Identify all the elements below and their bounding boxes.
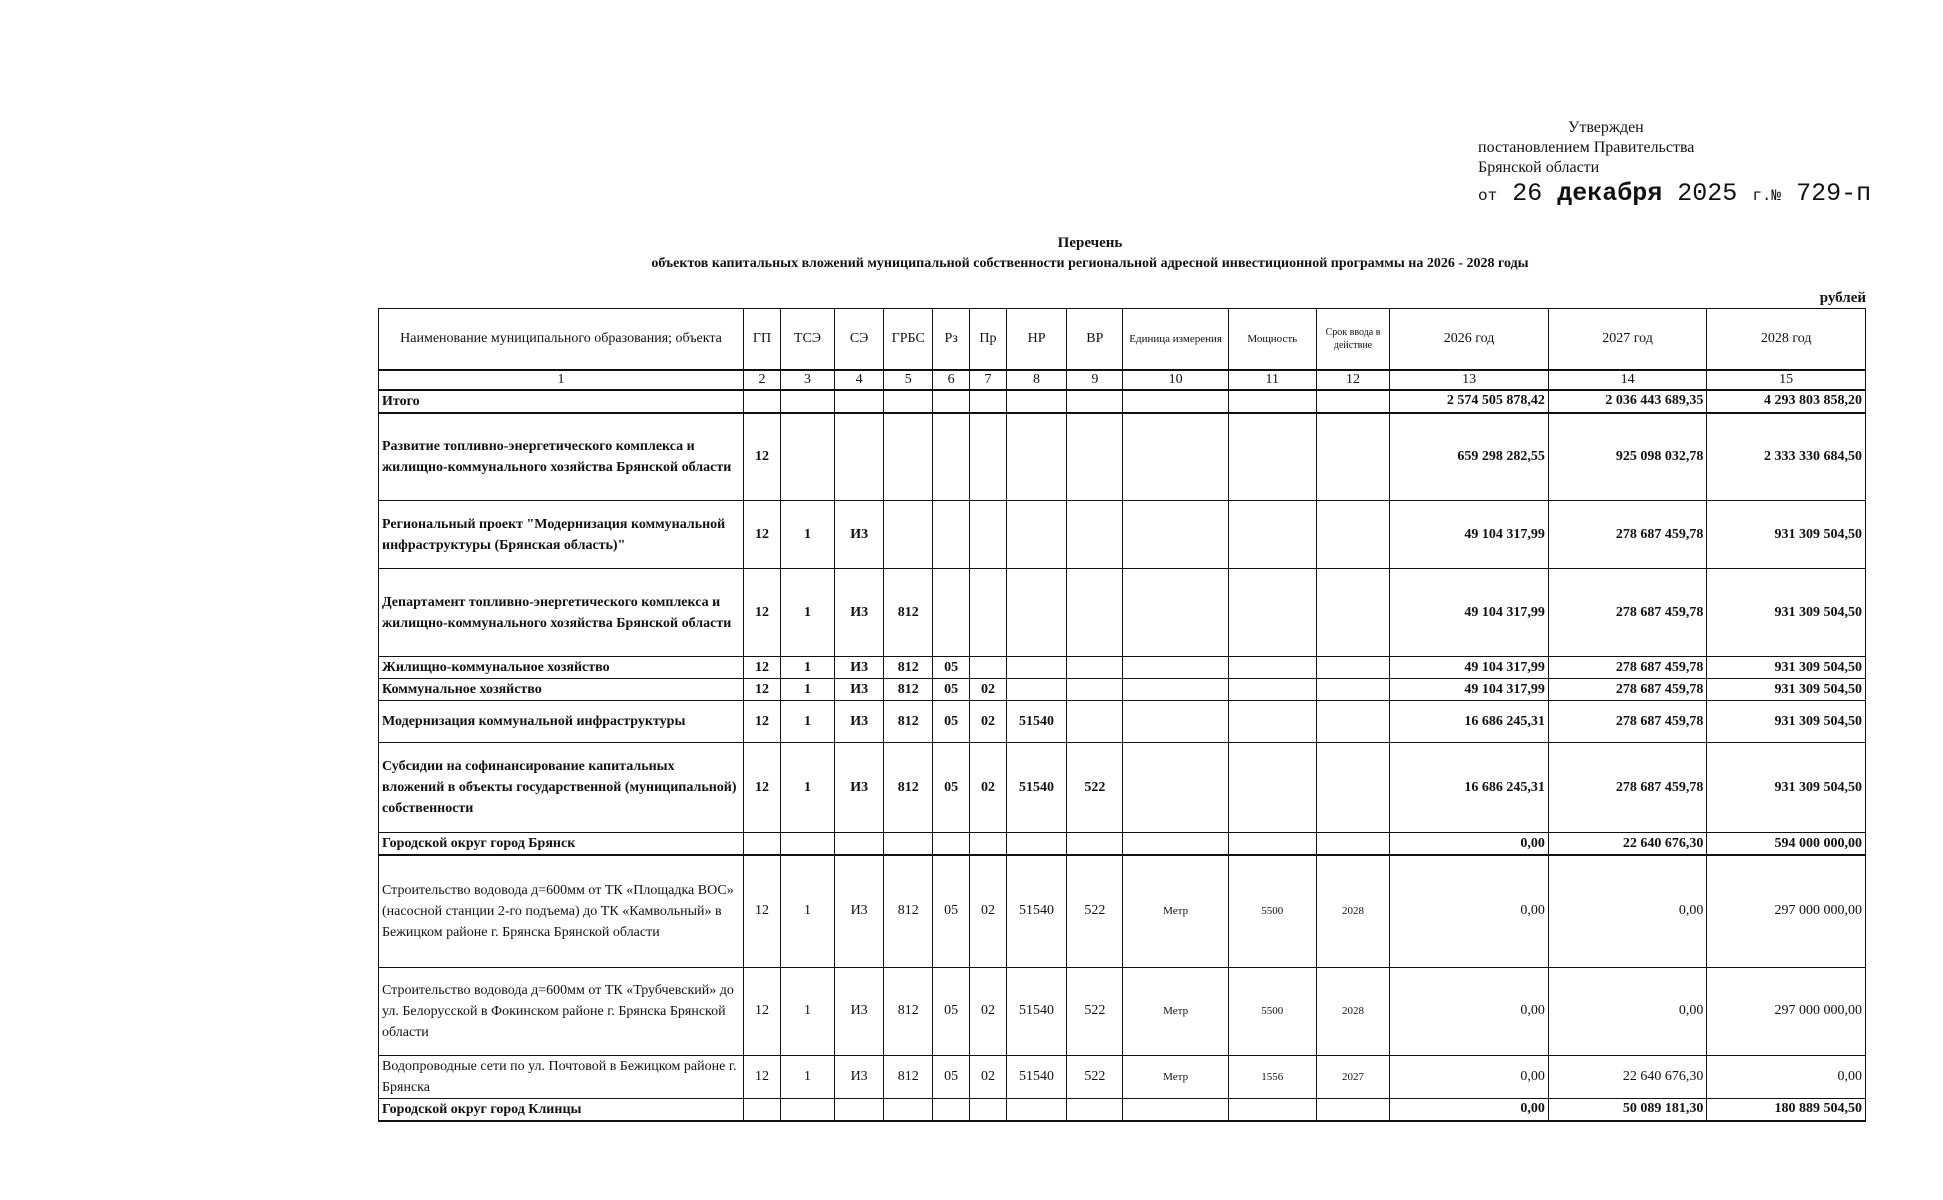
cell-amount-2028: 931 309 504,50: [1707, 679, 1866, 701]
cell-amount-2026: 0,00: [1390, 967, 1549, 1055]
cell-grbs: [884, 413, 933, 501]
header-cell-2027: 2027 год: [1548, 309, 1707, 370]
cell-se: [835, 1098, 884, 1121]
header-cell-unit: Единица измерения: [1123, 309, 1228, 370]
cell-tse: 1: [780, 1055, 834, 1098]
cell-name: Коммунальное хозяйство: [379, 679, 744, 701]
cell-vr: 522: [1067, 967, 1123, 1055]
cell-amount-2028: 931 309 504,50: [1707, 569, 1866, 657]
cell-nr: [1006, 501, 1066, 569]
cell-amount-2027: 278 687 459,78: [1548, 657, 1707, 679]
cell-amount-2028: 297 000 000,00: [1707, 967, 1866, 1055]
header-cell-2026: 2026 год: [1390, 309, 1549, 370]
cell-amount-2026: 0,00: [1390, 1055, 1549, 1098]
cell-unit: [1123, 657, 1228, 679]
cell-gp: 12: [744, 657, 781, 679]
cell-rz: [933, 501, 970, 569]
row-bryansk: [379, 833, 1866, 856]
cell-tse: 1: [780, 743, 834, 833]
cell-unit: [1123, 743, 1228, 833]
cell-gp: [744, 390, 781, 413]
cell-pr: 02: [970, 967, 1007, 1055]
document-subtitle: объектов капитальных вложений муниципальной собственности региональной адресной инвестиционной программы на 2026 - 2028 годы: [651, 256, 1529, 271]
cell-rz: [933, 569, 970, 657]
cell-vr: [1067, 390, 1123, 413]
cell-vr: [1067, 1098, 1123, 1121]
cell-rz: 05: [933, 679, 970, 701]
cell-rz: [933, 1098, 970, 1121]
cell-tse: [780, 833, 834, 856]
cell-pr: [970, 413, 1007, 501]
cell-commissioning: [1316, 1098, 1390, 1121]
cell-tse: 1: [780, 679, 834, 701]
cell-capacity: [1228, 501, 1316, 569]
cell-rz: [933, 833, 970, 856]
cell-capacity: [1228, 833, 1316, 856]
cell-grbs: [884, 833, 933, 856]
cell-se: И3: [835, 657, 884, 679]
cell-amount-2027: 278 687 459,78: [1548, 501, 1707, 569]
cell-capacity: [1228, 413, 1316, 501]
header-cell-commissioning: Срок ввода в действие: [1316, 309, 1390, 370]
cell-amount-2026: 49 104 317,99: [1390, 657, 1549, 679]
cell-grbs: 812: [884, 967, 933, 1055]
cell-amount-2028: 180 889 504,50: [1707, 1098, 1866, 1121]
cell-commissioning: [1316, 657, 1390, 679]
col-number: 15: [1707, 370, 1866, 390]
cell-nr: [1006, 657, 1066, 679]
cell-nr: 51540: [1006, 1055, 1066, 1098]
cell-vr: 522: [1067, 855, 1123, 967]
cell-amount-2026: 2 574 505 878,42: [1390, 390, 1549, 413]
cell-gp: 12: [744, 855, 781, 967]
header-cell-se: СЭ: [835, 309, 884, 370]
approval-day: 26: [1512, 179, 1543, 208]
cell-amount-2026: 49 104 317,99: [1390, 679, 1549, 701]
cell-amount-2027: 22 640 676,30: [1548, 1055, 1707, 1098]
cell-vr: 522: [1067, 1055, 1123, 1098]
header-cell-capacity: Мощность: [1228, 309, 1316, 370]
cell-se: [835, 413, 884, 501]
row-department: [379, 569, 1866, 657]
cell-tse: 1: [780, 855, 834, 967]
header-cell-vr: ВР: [1067, 309, 1123, 370]
cell-se: И3: [835, 855, 884, 967]
col-number: 10: [1123, 370, 1228, 390]
cell-amount-2027: 50 089 181,30: [1548, 1098, 1707, 1121]
cell-tse: 1: [780, 569, 834, 657]
cell-amount-2026: 49 104 317,99: [1390, 501, 1549, 569]
cell-amount-2026: 0,00: [1390, 833, 1549, 856]
cell-amount-2027: 22 640 676,30: [1548, 833, 1707, 856]
cell-rz: 05: [933, 743, 970, 833]
row-housing: [379, 657, 1866, 679]
cell-amount-2028: 594 000 000,00: [1707, 833, 1866, 856]
cell-amount-2027: 278 687 459,78: [1548, 701, 1707, 743]
approval-year: 2025: [1677, 179, 1738, 208]
cell-unit: [1123, 701, 1228, 743]
cell-se: И3: [835, 743, 884, 833]
cell-name: Строительство водовода д=600мм от ТК «Площадка ВОС» (насосной станции 2-го подъема) до ТК «Камвольный» в Бежицком районе г. Брянска Брянской области: [379, 855, 744, 967]
col-number: 6: [933, 370, 970, 390]
cell-gp: 12: [744, 1055, 781, 1098]
cell-grbs: 812: [884, 743, 933, 833]
cell-commissioning: [1316, 833, 1390, 856]
row-klintsy: [379, 1098, 1866, 1121]
cell-vr: [1067, 501, 1123, 569]
cell-capacity: [1228, 743, 1316, 833]
cell-se: И3: [835, 569, 884, 657]
header-cell-nr: НР: [1006, 309, 1066, 370]
cell-grbs: 812: [884, 701, 933, 743]
cell-grbs: [884, 501, 933, 569]
col-number: 11: [1228, 370, 1316, 390]
cell-unit: [1123, 501, 1228, 569]
cell-capacity: [1228, 390, 1316, 413]
cell-pr: [970, 1098, 1007, 1121]
cell-amount-2026: 49 104 317,99: [1390, 569, 1549, 657]
cell-tse: [780, 390, 834, 413]
col-number: 3: [780, 370, 834, 390]
cell-commissioning: [1316, 413, 1390, 501]
approval-line-approved: Утвержден: [1568, 119, 1644, 136]
cell-gp: [744, 1098, 781, 1121]
row-modernization: [379, 701, 1866, 743]
cell-rz: 05: [933, 701, 970, 743]
cell-nr: [1006, 1098, 1066, 1121]
cell-capacity: [1228, 701, 1316, 743]
cell-nr: 51540: [1006, 855, 1066, 967]
cell-amount-2026: 16 686 245,31: [1390, 743, 1549, 833]
cell-name: Субсидии на софинансирование капитальных вложений в объекты государственной (муниципальной) собственности: [379, 743, 744, 833]
row-program: [379, 413, 1866, 501]
col-number: 13: [1390, 370, 1549, 390]
row-object-trubchevsky: [379, 967, 1866, 1055]
cell-commissioning: 2028: [1316, 967, 1390, 1055]
row-subsidies: [379, 743, 1866, 833]
cell-amount-2027: 925 098 032,78: [1548, 413, 1707, 501]
cell-rz: 05: [933, 967, 970, 1055]
cell-tse: [780, 1098, 834, 1121]
cell-gp: 12: [744, 679, 781, 701]
cell-se: [835, 390, 884, 413]
row-regional-project: [379, 501, 1866, 569]
cell-tse: 1: [780, 967, 834, 1055]
cell-nr: [1006, 569, 1066, 657]
row-object-pochtovaya: [379, 1055, 1866, 1098]
cell-commissioning: [1316, 390, 1390, 413]
cell-unit: [1123, 679, 1228, 701]
cell-name: Водопроводные сети по ул. Почтовой в Бежицком районе г. Брянска: [379, 1055, 744, 1098]
cell-amount-2028: 931 309 504,50: [1707, 743, 1866, 833]
cell-vr: [1067, 657, 1123, 679]
cell-unit: [1123, 390, 1228, 413]
cell-se: И3: [835, 501, 884, 569]
cell-commissioning: [1316, 743, 1390, 833]
cell-name: Департамент топливно-энергетического комплекса и жилищно-коммунального хозяйства Брянской области: [379, 569, 744, 657]
approval-signature-line: [1478, 180, 1871, 210]
cell-name: Городской округ город Клинцы: [379, 1098, 744, 1121]
cell-nr: [1006, 390, 1066, 413]
cell-name: Итого: [379, 390, 744, 413]
cell-se: И3: [835, 701, 884, 743]
cell-amount-2027: 278 687 459,78: [1548, 679, 1707, 701]
col-number: 14: [1548, 370, 1707, 390]
cell-nr: [1006, 413, 1066, 501]
header-cell-tse: ТСЭ: [780, 309, 834, 370]
header-cell-2028: 2028 год: [1707, 309, 1866, 370]
cell-unit: [1123, 833, 1228, 856]
cell-capacity: [1228, 679, 1316, 701]
cell-commissioning: [1316, 701, 1390, 743]
cell-amount-2027: 278 687 459,78: [1548, 569, 1707, 657]
cell-tse: [780, 413, 834, 501]
cell-gp: [744, 833, 781, 856]
cell-amount-2028: 931 309 504,50: [1707, 501, 1866, 569]
cell-amount-2027: 278 687 459,78: [1548, 743, 1707, 833]
approval-g: г.: [1752, 187, 1772, 205]
cell-unit: Метр: [1123, 967, 1228, 1055]
cell-unit: Метр: [1123, 855, 1228, 967]
cell-tse: 1: [780, 501, 834, 569]
col-number: 8: [1006, 370, 1066, 390]
cell-vr: [1067, 679, 1123, 701]
cell-rz: 05: [933, 855, 970, 967]
approval-no-sign: №: [1771, 187, 1782, 205]
header-cell-gp: ГП: [744, 309, 781, 370]
approval-line-resolution: постановлением Правительства: [1478, 139, 1695, 156]
cell-name: Модернизация коммунальной инфраструктуры: [379, 701, 744, 743]
table-body: [379, 390, 1866, 1121]
cell-capacity: 5500: [1228, 855, 1316, 967]
approval-number: 729-п: [1796, 179, 1872, 208]
cell-se: И3: [835, 679, 884, 701]
row-total: [379, 390, 1866, 413]
cell-commissioning: 2027: [1316, 1055, 1390, 1098]
cell-gp: 12: [744, 967, 781, 1055]
col-number: 5: [884, 370, 933, 390]
col-number: 2: [744, 370, 781, 390]
cell-unit: [1123, 1098, 1228, 1121]
approval-from: от: [1478, 187, 1498, 205]
cell-unit: [1123, 413, 1228, 501]
cell-amount-2028: 4 293 803 858,20: [1707, 390, 1866, 413]
approval-line-region: Брянской области: [1478, 159, 1600, 176]
cell-se: И3: [835, 1055, 884, 1098]
cell-amount-2028: 931 309 504,50: [1707, 701, 1866, 743]
cell-amount-2027: 0,00: [1548, 855, 1707, 967]
row-object-vos: [379, 855, 1866, 967]
cell-pr: [970, 833, 1007, 856]
col-number: 9: [1067, 370, 1123, 390]
cell-amount-2026: 659 298 282,55: [1390, 413, 1549, 501]
cell-rz: [933, 413, 970, 501]
cell-amount-2028: 297 000 000,00: [1707, 855, 1866, 967]
cell-rz: 05: [933, 1055, 970, 1098]
cell-pr: 02: [970, 743, 1007, 833]
header-cell-pr: Пр: [970, 309, 1007, 370]
cell-unit: Метр: [1123, 1055, 1228, 1098]
cell-pr: [970, 657, 1007, 679]
cell-nr: 51540: [1006, 701, 1066, 743]
cell-se: И3: [835, 967, 884, 1055]
cell-commissioning: 2028: [1316, 855, 1390, 967]
column-number-row: [379, 370, 1866, 390]
cell-gp: 12: [744, 413, 781, 501]
cell-grbs: 812: [884, 855, 933, 967]
cell-capacity: 5500: [1228, 967, 1316, 1055]
row-communal: [379, 679, 1866, 701]
cell-grbs: 812: [884, 657, 933, 679]
investment-table: [378, 308, 1866, 1122]
cell-unit: [1123, 569, 1228, 657]
cell-vr: [1067, 569, 1123, 657]
cell-pr: [970, 390, 1007, 413]
cell-vr: [1067, 413, 1123, 501]
cell-gp: 12: [744, 743, 781, 833]
cell-se: [835, 833, 884, 856]
cell-gp: 12: [744, 569, 781, 657]
cell-vr: [1067, 833, 1123, 856]
cell-grbs: 812: [884, 569, 933, 657]
cell-nr: [1006, 679, 1066, 701]
cell-tse: 1: [780, 657, 834, 679]
cell-vr: [1067, 701, 1123, 743]
cell-amount-2026: 0,00: [1390, 855, 1549, 967]
cell-name: Региональный проект "Модернизация коммунальной инфраструктуры (Брянская область)": [379, 501, 744, 569]
cell-rz: [933, 390, 970, 413]
cell-nr: 51540: [1006, 967, 1066, 1055]
units-label: рублей: [1819, 290, 1866, 306]
cell-gp: 12: [744, 501, 781, 569]
cell-amount-2027: 2 036 443 689,35: [1548, 390, 1707, 413]
cell-grbs: 812: [884, 1055, 933, 1098]
cell-amount-2026: 16 686 245,31: [1390, 701, 1549, 743]
cell-capacity: 1556: [1228, 1055, 1316, 1098]
col-number: 4: [835, 370, 884, 390]
cell-amount-2028: 931 309 504,50: [1707, 657, 1866, 679]
cell-tse: 1: [780, 701, 834, 743]
cell-rz: 05: [933, 657, 970, 679]
cell-pr: 02: [970, 701, 1007, 743]
cell-pr: [970, 569, 1007, 657]
cell-name: Развитие топливно-энергетического комплекса и жилищно-коммунального хозяйства Брянской области: [379, 413, 744, 501]
cell-name: Жилищно-коммунальное хозяйство: [379, 657, 744, 679]
cell-capacity: [1228, 657, 1316, 679]
cell-amount-2027: 0,00: [1548, 967, 1707, 1055]
table-header-row: [379, 309, 1866, 370]
cell-amount-2028: 0,00: [1707, 1055, 1866, 1098]
cell-grbs: [884, 1098, 933, 1121]
cell-grbs: 812: [884, 679, 933, 701]
cell-name: Городской округ город Брянск: [379, 833, 744, 856]
cell-amount-2028: 2 333 330 684,50: [1707, 413, 1866, 501]
cell-pr: 02: [970, 1055, 1007, 1098]
header-cell-rz: Рз: [933, 309, 970, 370]
header-cell-grbs: ГРБС: [884, 309, 933, 370]
cell-name: Строительство водовода д=600мм от ТК «Трубчевский» до ул. Белорусской в Фокинском районе г. Брянска Брянской области: [379, 967, 744, 1055]
col-number: 1: [379, 370, 744, 390]
cell-pr: 02: [970, 679, 1007, 701]
approval-stamp: [1478, 118, 1871, 210]
cell-pr: 02: [970, 855, 1007, 967]
cell-pr: [970, 501, 1007, 569]
cell-vr: 522: [1067, 743, 1123, 833]
col-number: 12: [1316, 370, 1390, 390]
cell-gp: 12: [744, 701, 781, 743]
cell-commissioning: [1316, 569, 1390, 657]
cell-amount-2026: 0,00: [1390, 1098, 1549, 1121]
cell-nr: [1006, 833, 1066, 856]
cell-commissioning: [1316, 679, 1390, 701]
cell-capacity: [1228, 569, 1316, 657]
cell-grbs: [884, 390, 933, 413]
cell-capacity: [1228, 1098, 1316, 1121]
document-title: Перечень: [1057, 235, 1123, 251]
header-cell-name: Наименование муниципального образования; объекта: [379, 309, 744, 370]
cell-nr: 51540: [1006, 743, 1066, 833]
approval-month: декабря: [1557, 179, 1663, 208]
col-number: 7: [970, 370, 1007, 390]
cell-commissioning: [1316, 501, 1390, 569]
